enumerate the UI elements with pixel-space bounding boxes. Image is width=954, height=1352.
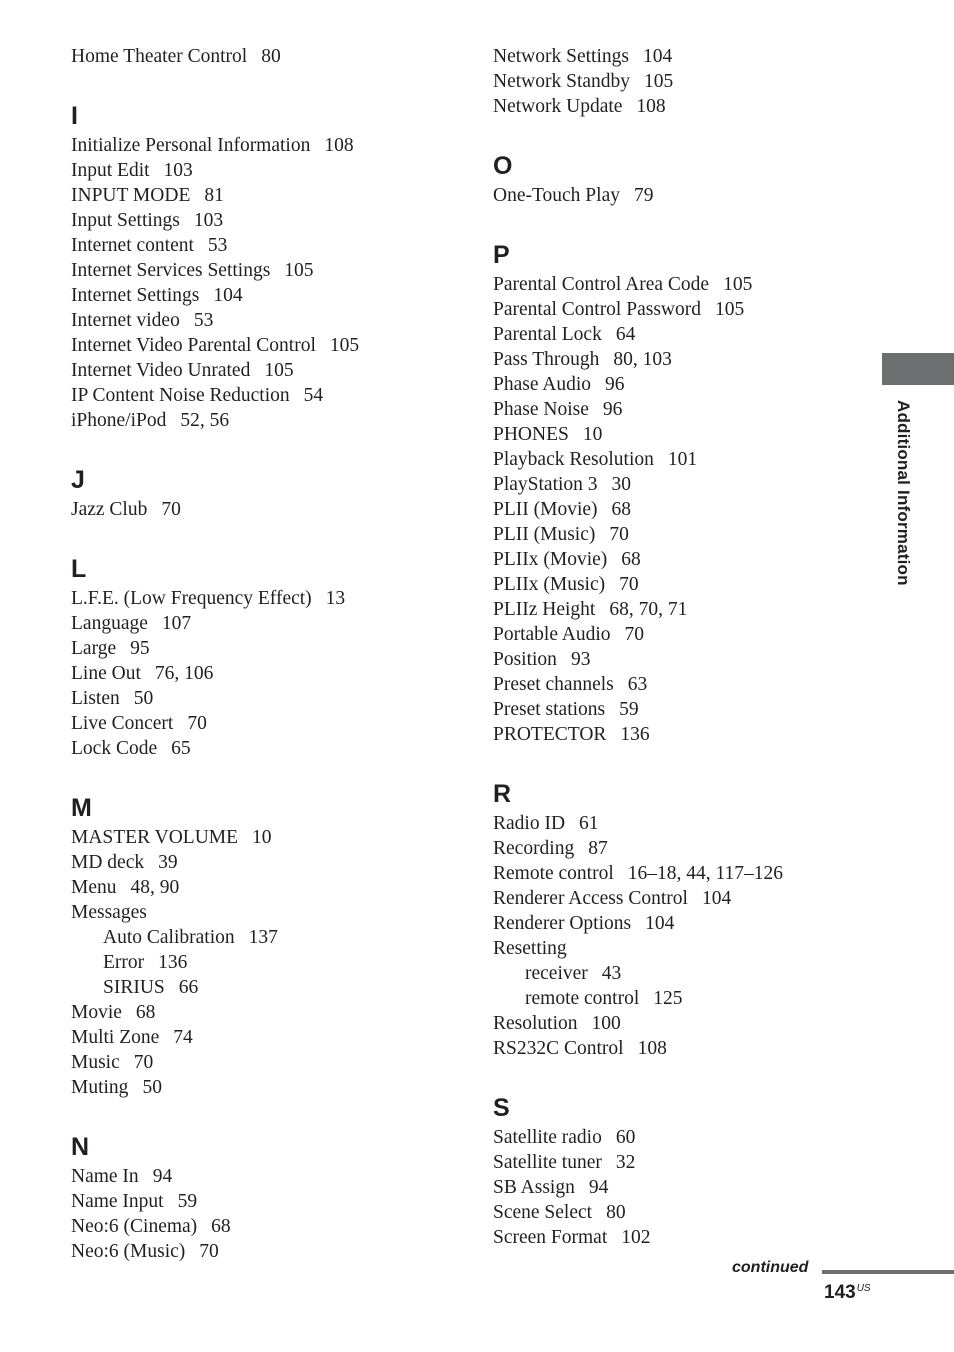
- index-letter-heading: M: [71, 794, 92, 822]
- index-entry: [71, 1214, 461, 1239]
- index-entry-term: Movie: [71, 1002, 122, 1023]
- index-entry-pages: 105: [264, 360, 294, 381]
- index-entry-pages: 30: [611, 474, 632, 495]
- index-entry-term: Internet Settings: [71, 285, 200, 306]
- index-entry: [71, 1025, 461, 1050]
- index-entry: [493, 697, 863, 722]
- index-entry: [493, 94, 863, 119]
- index-entry-term: Portable Audio: [493, 624, 611, 645]
- index-entry-term: MD deck: [71, 852, 145, 873]
- index-entry-pages: 52, 56: [180, 410, 230, 431]
- index-entry-term: Playback Resolution: [493, 449, 654, 470]
- index-entry: [71, 358, 461, 383]
- index-subentry: [71, 975, 461, 1000]
- index-entry: [493, 272, 863, 297]
- index-entry-term: Initialize Personal Information: [71, 135, 311, 156]
- index-entry-term: Line Out: [71, 663, 141, 684]
- index-entry-term: Lock Code: [71, 738, 158, 759]
- index-entry: [71, 686, 461, 711]
- index-entry: [71, 333, 461, 358]
- index-entry-pages: 70: [199, 1241, 219, 1262]
- index-entry: [71, 233, 461, 258]
- index-entry-pages: 108: [637, 1038, 667, 1059]
- index-entry-term: Satellite tuner: [493, 1152, 602, 1173]
- index-entry-pages: 53: [207, 235, 228, 256]
- index-entry-term: Multi Zone: [71, 1027, 160, 1048]
- index-letter-heading: L: [71, 555, 87, 583]
- index-entry-term: Scene Select: [493, 1202, 593, 1223]
- index-entry-pages: 104: [701, 888, 732, 909]
- index-entry: [493, 422, 863, 447]
- index-entry-term: Messages: [71, 902, 147, 923]
- index-entry-term: Remote control: [493, 863, 614, 884]
- index-entry-pages: 79: [633, 185, 654, 206]
- index-entry: [71, 1189, 461, 1214]
- index-letter-heading: N: [71, 1133, 90, 1161]
- index-entry-pages: 105: [644, 71, 674, 92]
- index-entry: [493, 397, 863, 422]
- index-entry-term: Internet Video Parental Control: [71, 335, 316, 356]
- index-section: [493, 1089, 863, 1250]
- index-entry-pages: 95: [130, 638, 150, 659]
- index-subentry: [71, 925, 461, 950]
- index-entry-term: Position: [493, 649, 557, 670]
- index-entry-pages: 70: [609, 524, 629, 545]
- index-entry-pages: 87: [588, 838, 608, 859]
- index-entry-term: PlayStation 3: [493, 474, 598, 495]
- index-subentry: [493, 986, 863, 1011]
- index-entry: [493, 69, 863, 94]
- index-entry-term: Phase Noise: [493, 399, 589, 420]
- index-entry-pages: 61: [579, 813, 599, 834]
- index-entry-pages: 80: [606, 1202, 626, 1223]
- index-column-left: [71, 44, 461, 1264]
- continued-label: continued: [732, 1259, 809, 1276]
- index-entry: [71, 1000, 461, 1025]
- index-entry: [493, 836, 863, 861]
- index-entry-term: Neo:6 (Cinema): [71, 1216, 198, 1237]
- index-entry-term: Recording: [493, 838, 575, 859]
- index-entry: [71, 133, 461, 158]
- index-entry-term: Input Settings: [71, 210, 180, 231]
- index-entry-term: Listen: [71, 688, 120, 709]
- index-entry-term: Large: [71, 638, 117, 659]
- index-entry-term: SB Assign: [493, 1177, 575, 1198]
- index-entry-pages: 104: [213, 285, 243, 306]
- index-entry-pages: 136: [158, 952, 188, 973]
- index-entry-pages: 100: [591, 1013, 621, 1034]
- index-entry: [71, 183, 461, 208]
- index-entry-term: One-Touch Play: [493, 185, 620, 206]
- index-entry-pages: 68, 70, 71: [609, 599, 688, 620]
- index-entry-term: Name Input: [71, 1191, 164, 1212]
- index-entry: [71, 850, 461, 875]
- index-entry-pages: 136: [620, 724, 650, 745]
- index-entry-pages: 16–18, 44, 117–126: [627, 863, 784, 884]
- index-entry-pages: 70: [161, 499, 181, 520]
- index-entry-pages: 68: [135, 1002, 156, 1023]
- index-entry: [493, 183, 863, 208]
- index-entry: [493, 1175, 863, 1200]
- index-entry: [71, 900, 461, 925]
- index-entry: [493, 1011, 863, 1036]
- index-entry-term: Preset channels: [493, 674, 614, 695]
- index-entry-term: Internet content: [71, 235, 194, 256]
- index-entry-term: Live Concert: [71, 713, 174, 734]
- index-letter-heading: S: [493, 1094, 510, 1122]
- index-entry: [71, 611, 461, 636]
- index-section: [71, 550, 461, 761]
- index-entry-pages: 50: [133, 688, 154, 709]
- index-entry-term: Error: [103, 952, 145, 973]
- index-entry: [71, 408, 461, 433]
- index-entry-term: PROTECTOR: [493, 724, 607, 745]
- index-entry-pages: 10: [582, 424, 603, 445]
- index-entry-pages: 74: [173, 1027, 193, 1048]
- index-entry-term: Auto Calibration: [103, 927, 235, 948]
- index-section: [71, 97, 461, 433]
- index-entry-term: Home Theater Control: [71, 46, 248, 67]
- index-entry-pages: 70: [133, 1052, 154, 1073]
- index-entry: [493, 811, 863, 836]
- index-entry: [493, 672, 863, 697]
- index-entry-term: Internet video: [71, 310, 180, 331]
- index-section: [493, 44, 863, 119]
- index-entry-term: Renderer Access Control: [493, 888, 688, 909]
- index-section: [71, 461, 461, 522]
- index-entry-pages: 81: [204, 185, 224, 206]
- index-entry-pages: 108: [324, 135, 354, 156]
- index-entry: [493, 1125, 863, 1150]
- index-entry: [71, 711, 461, 736]
- index-entry: [71, 383, 461, 408]
- index-entry-term: PLIIx (Music): [493, 574, 606, 595]
- index-entry-term: Pass Through: [493, 349, 600, 370]
- index-entry: [493, 1200, 863, 1225]
- index-entry: [71, 1050, 461, 1075]
- index-entry-pages: 137: [248, 927, 278, 948]
- index-entry-pages: 70: [187, 713, 207, 734]
- index-entry: [71, 1164, 461, 1189]
- index-section: [493, 147, 863, 208]
- index-entry: [71, 586, 461, 611]
- index-entry-pages: 70: [624, 624, 645, 645]
- index-entry-pages: 66: [178, 977, 199, 998]
- index-section: [71, 1128, 461, 1264]
- index-entry-term: Parental Lock: [493, 324, 602, 345]
- index-entry-term: PLII (Movie): [493, 499, 598, 520]
- index-entry-pages: 59: [177, 1191, 198, 1212]
- index-entry-term: remote control: [525, 988, 640, 1009]
- index-entry: [493, 572, 863, 597]
- index-entry: [493, 861, 863, 886]
- index-entry-term: Radio ID: [493, 813, 566, 834]
- index-entry: [493, 297, 863, 322]
- index-entry: [71, 636, 461, 661]
- index-entry-pages: 50: [142, 1077, 162, 1098]
- index-entry-pages: 105: [329, 335, 360, 356]
- index-entry-pages: 125: [653, 988, 683, 1009]
- index-entry-term: Resetting: [493, 938, 567, 959]
- index-entry: [493, 44, 863, 69]
- index-entry-pages: 101: [667, 449, 698, 470]
- index-entry-term: receiver: [525, 963, 588, 984]
- index-entry-term: Network Settings: [493, 46, 629, 67]
- index-letter-heading: P: [493, 241, 510, 269]
- index-entry-term: Music: [71, 1052, 120, 1073]
- index-entry-pages: 102: [621, 1227, 651, 1248]
- index-entry: [71, 736, 461, 761]
- index-entry-pages: 96: [602, 399, 623, 420]
- index-entry-pages: 76, 106: [154, 663, 214, 684]
- index-entry-pages: 80, 103: [613, 349, 672, 370]
- page-number-suffix: US: [856, 1283, 871, 1294]
- index-section: [71, 44, 461, 69]
- index-entry-term: INPUT MODE: [71, 185, 191, 206]
- index-entry-pages: 105: [284, 260, 314, 281]
- index-entry-term: Menu: [71, 877, 117, 898]
- index-entry-pages: 80: [261, 46, 281, 67]
- index-entry-term: RS232C Control: [493, 1038, 624, 1059]
- index-entry-pages: 107: [161, 613, 192, 634]
- index-entry-term: Internet Services Settings: [71, 260, 271, 281]
- index-entry-pages: 105: [714, 299, 745, 320]
- index-entry: [71, 44, 461, 69]
- index-entry-pages: 63: [627, 674, 648, 695]
- index-entry-term: Language: [71, 613, 148, 634]
- index-letter-heading: R: [493, 780, 512, 808]
- index-entry-term: Network Update: [493, 96, 623, 117]
- index-entry: [71, 497, 461, 522]
- index-subentry: [71, 950, 461, 975]
- index-entry: [71, 283, 461, 308]
- index-entry-pages: 68: [211, 1216, 231, 1237]
- index-entry-pages: 94: [152, 1166, 173, 1187]
- index-entry-term: Network Standby: [493, 71, 631, 92]
- index-entry: [493, 522, 863, 547]
- index-entry-pages: 96: [605, 374, 625, 395]
- index-entry: [493, 722, 863, 747]
- index-entry-pages: 103: [163, 160, 193, 181]
- index-entry: [71, 1075, 461, 1100]
- index-entry: [71, 1239, 461, 1264]
- index-entry-term: MASTER VOLUME: [71, 827, 239, 848]
- index-entry-term: IP Content Noise Reduction: [71, 385, 290, 406]
- index-entry-pages: 94: [588, 1177, 609, 1198]
- continued-rule: [822, 1270, 954, 1274]
- index-entry: [71, 258, 461, 283]
- index-letter-heading: I: [71, 102, 78, 130]
- index-entry-pages: 64: [615, 324, 636, 345]
- index-entry: [493, 372, 863, 397]
- index-entry-term: Jazz Club: [71, 499, 148, 520]
- index-entry-term: Internet Video Unrated: [71, 360, 251, 381]
- index-entry-term: SIRIUS: [103, 977, 165, 998]
- index-entry-term: Name In: [71, 1166, 139, 1187]
- index-letter-heading: J: [71, 466, 85, 494]
- index-entry-term: Resolution: [493, 1013, 578, 1034]
- index-entry: [493, 347, 863, 372]
- index-entry-pages: 65: [171, 738, 191, 759]
- index-entry-term: Muting: [71, 1077, 129, 1098]
- index-entry-pages: 53: [193, 310, 214, 331]
- index-entry-term: Renderer Options: [493, 913, 632, 934]
- index-entry-term: Neo:6 (Music): [71, 1241, 186, 1262]
- index-entry-pages: 104: [645, 913, 675, 934]
- index-section: [493, 236, 863, 747]
- index-entry-term: L.F.E. (Low Frequency Effect): [71, 588, 312, 609]
- index-entry-term: Preset stations: [493, 699, 606, 720]
- index-subentry: [493, 961, 863, 986]
- index-entry: [493, 1225, 863, 1250]
- index-entry-pages: 68: [621, 549, 641, 570]
- index-entry-pages: 59: [619, 699, 639, 720]
- index-letter-heading: O: [493, 152, 513, 180]
- index-entry: [493, 497, 863, 522]
- index-entry: [71, 661, 461, 686]
- index-entry-pages: 105: [723, 274, 753, 295]
- index-entry-pages: 70: [619, 574, 639, 595]
- index-entry: [71, 825, 461, 850]
- index-entry-term: PLIIx (Movie): [493, 549, 608, 570]
- index-entry: [493, 447, 863, 472]
- index-entry-pages: 39: [158, 852, 178, 873]
- index-entry: [71, 208, 461, 233]
- section-side-label: Additional Information: [894, 400, 913, 586]
- index-entry-term: Parental Control Password: [493, 299, 701, 320]
- index-entry: [493, 936, 863, 961]
- index-entry: [71, 875, 461, 900]
- index-entry-pages: 43: [601, 963, 622, 984]
- index-entry-term: Satellite radio: [493, 1127, 602, 1148]
- index-entry-term: PLII (Music): [493, 524, 596, 545]
- index-entry-pages: 32: [615, 1152, 636, 1173]
- index-entry: [71, 308, 461, 333]
- page-number-value: 143: [824, 1282, 856, 1303]
- index-entry-pages: 68: [611, 499, 632, 520]
- index-entry-pages: 93: [570, 649, 591, 670]
- index-section: [493, 775, 863, 1061]
- index-entry: [493, 547, 863, 572]
- index-section: [71, 789, 461, 1100]
- index-entry: [493, 886, 863, 911]
- index-entry-term: PLIIz Height: [493, 599, 596, 620]
- page-number: [824, 1282, 871, 1304]
- index-entry-term: Parental Control Area Code: [493, 274, 710, 295]
- index-entry: [493, 622, 863, 647]
- index-entry-pages: 108: [636, 96, 666, 117]
- index-entry: [493, 597, 863, 622]
- index-entry: [493, 1036, 863, 1061]
- index-entry-term: PHONES: [493, 424, 569, 445]
- index-entry: [71, 158, 461, 183]
- index-entry: [493, 1150, 863, 1175]
- index-entry-pages: 10: [252, 827, 272, 848]
- index-entry-pages: 104: [642, 46, 673, 67]
- index-column-right: [493, 44, 863, 1250]
- index-entry-pages: 54: [303, 385, 324, 406]
- index-entry-term: Input Edit: [71, 160, 150, 181]
- index-entry-term: Phase Audio: [493, 374, 592, 395]
- index-entry-pages: 48, 90: [130, 877, 180, 898]
- index-entry-pages: 103: [193, 210, 224, 231]
- index-entry-pages: 60: [615, 1127, 636, 1148]
- index-entry: [493, 911, 863, 936]
- index-entry: [493, 647, 863, 672]
- index-entry: [493, 472, 863, 497]
- section-tab-marker: [882, 353, 954, 385]
- index-entry-term: Screen Format: [493, 1227, 608, 1248]
- index-entry-pages: 13: [325, 588, 346, 609]
- index-entry: [493, 322, 863, 347]
- index-entry-term: iPhone/iPod: [71, 410, 167, 431]
